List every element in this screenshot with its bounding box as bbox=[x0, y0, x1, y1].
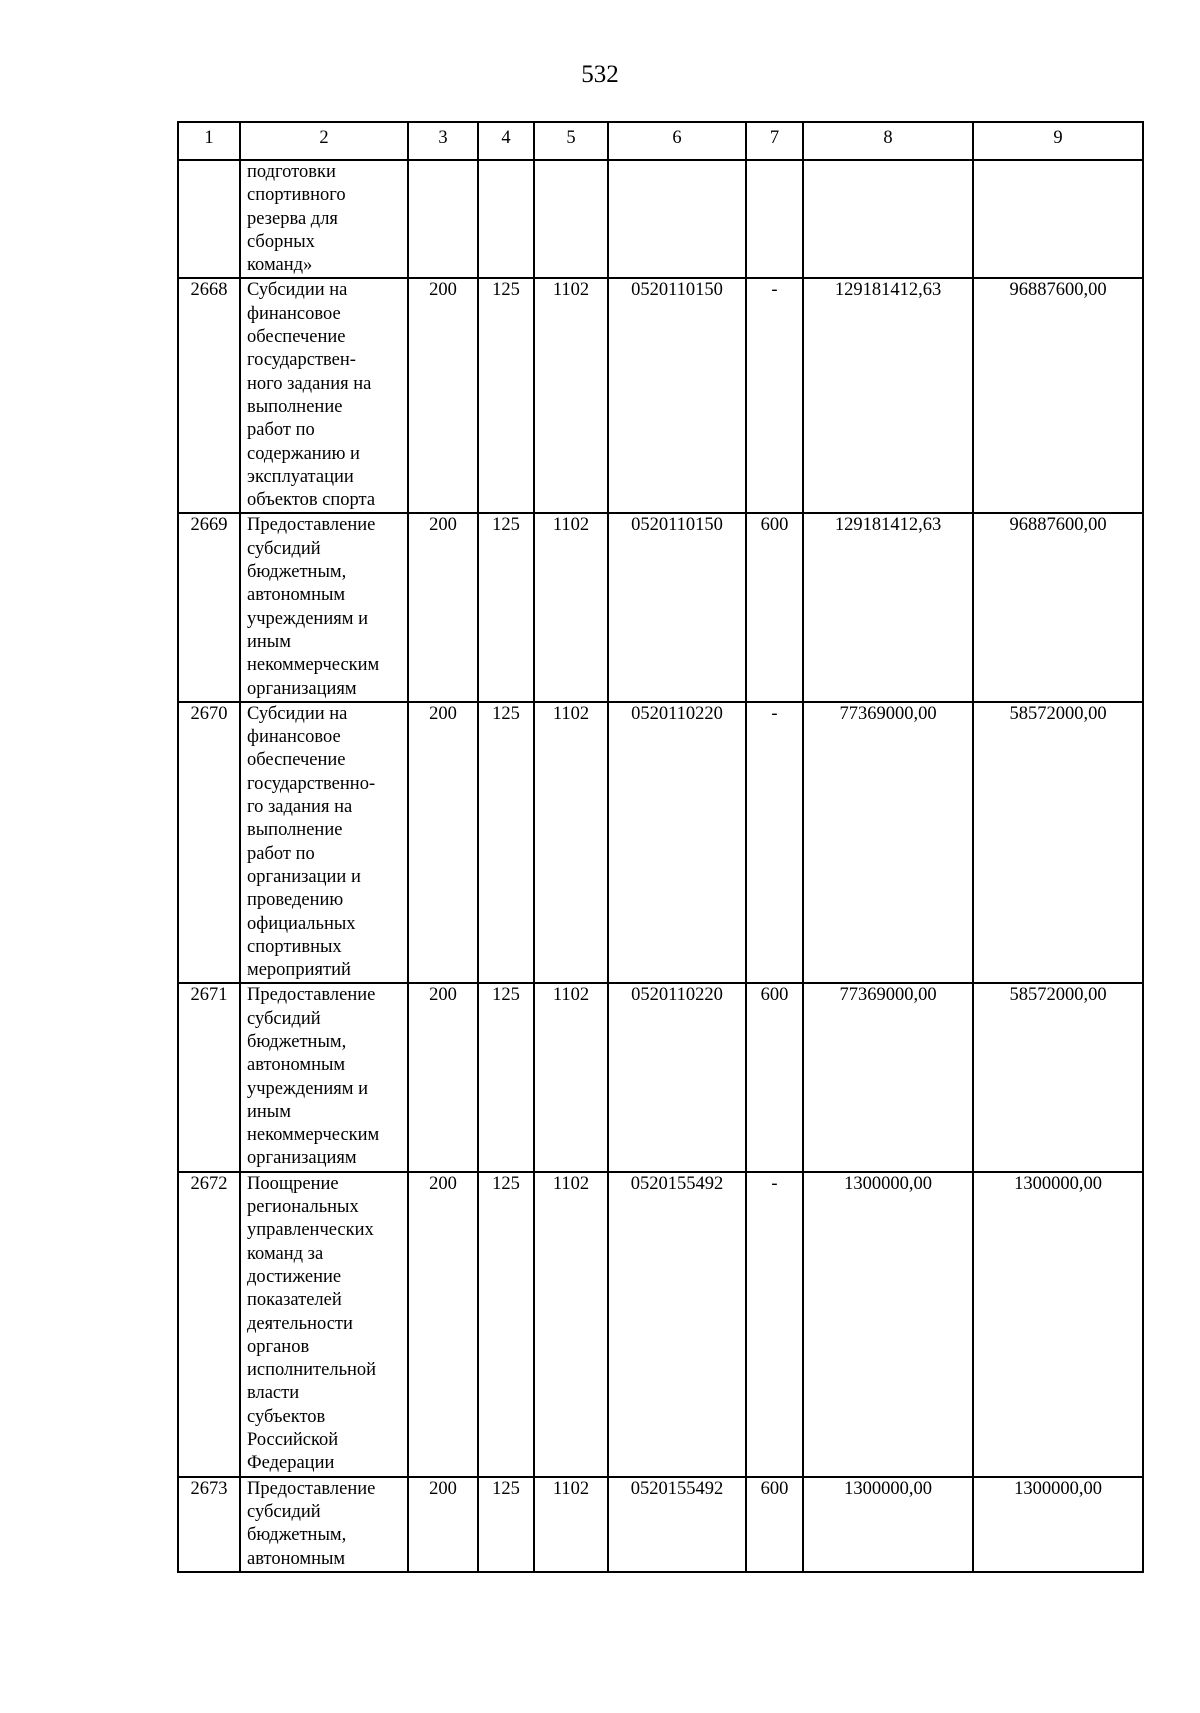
code-3-cell: 200 bbox=[408, 278, 478, 513]
amount-9-cell: 1300000,00 bbox=[973, 1477, 1143, 1572]
code-4-cell: 125 bbox=[478, 1172, 534, 1477]
row-name-cell bbox=[240, 160, 408, 278]
row-name-line: эксплуатации bbox=[247, 466, 354, 487]
row-name-line: финансовое bbox=[247, 303, 341, 324]
row-number-cell: 2673 bbox=[178, 1477, 240, 1572]
row-name-line: бюджетным, bbox=[247, 1525, 347, 1546]
code-3-cell: 200 bbox=[408, 1477, 478, 1572]
amount-8-cell: 129181412,63 bbox=[803, 513, 973, 701]
row-name-line: показателей bbox=[247, 1290, 342, 1311]
code-7-cell bbox=[746, 160, 803, 278]
row-number-cell: 2670 bbox=[178, 702, 240, 984]
row-name-line: команд» bbox=[247, 255, 313, 276]
table-row bbox=[178, 513, 1143, 701]
code-5-cell: 1102 bbox=[534, 278, 608, 513]
row-name-line: Субсидии на bbox=[247, 280, 348, 301]
code-3-cell: 200 bbox=[408, 983, 478, 1171]
row-name-line: власти bbox=[247, 1383, 300, 1404]
row-name-line: выполнение bbox=[247, 396, 343, 417]
code-5-cell: 1102 bbox=[534, 702, 608, 984]
code-7-cell: 600 bbox=[746, 983, 803, 1171]
row-name-line: субъектов bbox=[247, 1406, 326, 1427]
row-name-cell bbox=[240, 983, 408, 1171]
code-7-cell: 600 bbox=[746, 1477, 803, 1572]
amount-9-cell: 1300000,00 bbox=[973, 1172, 1143, 1477]
row-name-line: некоммерческим bbox=[247, 1125, 380, 1146]
code-4-cell: 125 bbox=[478, 983, 534, 1171]
row-name-line: обеспечение bbox=[247, 750, 346, 771]
row-name-line: обеспечение bbox=[247, 327, 346, 348]
amount-8-cell: 129181412,63 bbox=[803, 278, 973, 513]
row-number-cell: 2669 bbox=[178, 513, 240, 701]
row-name-line: проведению bbox=[247, 890, 344, 911]
table-row bbox=[178, 702, 1143, 984]
code-3-cell: 200 bbox=[408, 1172, 478, 1477]
row-name-line: учреждениям и bbox=[247, 608, 368, 629]
row-name-cell bbox=[240, 702, 408, 984]
row-name-line: Российской bbox=[247, 1430, 339, 1451]
column-header: 7 bbox=[746, 122, 803, 160]
code-6-cell bbox=[608, 160, 746, 278]
row-name-line: подготовки bbox=[247, 162, 336, 182]
row-name-line: органов bbox=[247, 1336, 310, 1357]
amount-9-cell: 58572000,00 bbox=[973, 983, 1143, 1171]
code-5-cell: 1102 bbox=[534, 983, 608, 1171]
row-name-line: выполнение bbox=[247, 820, 343, 841]
amount-8-cell: 1300000,00 bbox=[803, 1477, 973, 1572]
row-name-line: иным bbox=[247, 1101, 291, 1122]
row-name-line: го задания на bbox=[247, 797, 353, 818]
row-name-line: автономным bbox=[247, 585, 346, 606]
row-name-line: объектов спорта bbox=[247, 490, 376, 511]
table-row bbox=[178, 1477, 1143, 1572]
column-header: 4 bbox=[478, 122, 534, 160]
row-name-line: содержанию и bbox=[247, 443, 360, 464]
row-name-line: исполнительной bbox=[247, 1360, 377, 1381]
column-header: 8 bbox=[803, 122, 973, 160]
code-7-cell: - bbox=[746, 1172, 803, 1477]
amount-9-cell: 96887600,00 bbox=[973, 278, 1143, 513]
amount-8-cell: 77369000,00 bbox=[803, 983, 973, 1171]
table-row bbox=[178, 278, 1143, 513]
row-name-line: команд за bbox=[247, 1243, 324, 1264]
row-name-line: Предоставление bbox=[247, 985, 376, 1006]
column-header: 3 bbox=[408, 122, 478, 160]
row-name-line: сборных bbox=[247, 231, 315, 252]
code-3-cell: 200 bbox=[408, 702, 478, 984]
header-row bbox=[178, 122, 1143, 160]
row-number-cell bbox=[178, 160, 240, 278]
row-name-line: деятельности bbox=[247, 1313, 353, 1334]
page-number: 532 bbox=[581, 61, 619, 88]
row-name-line: мероприятий bbox=[247, 960, 351, 981]
column-header: 9 bbox=[973, 122, 1143, 160]
column-header: 2 bbox=[240, 122, 408, 160]
row-name-cell bbox=[240, 1172, 408, 1477]
row-name-line: ного задания на bbox=[247, 373, 372, 394]
code-5-cell bbox=[534, 160, 608, 278]
amount-8-cell bbox=[803, 160, 973, 278]
row-name-line: резерва для bbox=[247, 208, 338, 229]
code-7-cell: 600 bbox=[746, 513, 803, 701]
budget-table bbox=[177, 121, 1144, 1573]
row-name-line: государствен- bbox=[247, 350, 356, 371]
row-name-line: Федерации bbox=[247, 1453, 335, 1474]
row-name-line: некоммерческим bbox=[247, 655, 380, 676]
table-row bbox=[178, 983, 1143, 1171]
code-3-cell bbox=[408, 160, 478, 278]
row-name-line: бюджетным, bbox=[247, 1031, 347, 1052]
row-name-line: субсидий bbox=[247, 1008, 321, 1029]
row-number-cell: 2671 bbox=[178, 983, 240, 1171]
row-name-line: спортивных bbox=[247, 936, 342, 957]
amount-9-cell bbox=[973, 160, 1143, 278]
row-name-line: государственно- bbox=[247, 773, 376, 794]
table-body bbox=[178, 160, 1143, 1572]
code-4-cell: 125 bbox=[478, 278, 534, 513]
code-4-cell: 125 bbox=[478, 513, 534, 701]
column-header: 6 bbox=[608, 122, 746, 160]
amount-8-cell: 77369000,00 bbox=[803, 702, 973, 984]
row-name-line: автономным bbox=[247, 1055, 346, 1076]
amount-8-cell: 1300000,00 bbox=[803, 1172, 973, 1477]
code-5-cell: 1102 bbox=[534, 1172, 608, 1477]
code-4-cell bbox=[478, 160, 534, 278]
code-7-cell: - bbox=[746, 278, 803, 513]
row-name-line: финансовое bbox=[247, 727, 341, 748]
row-name-line: достижение bbox=[247, 1266, 342, 1287]
code-4-cell: 125 bbox=[478, 702, 534, 984]
table-row bbox=[178, 160, 1143, 278]
code-4-cell: 125 bbox=[478, 1477, 534, 1572]
row-name-line: Предоставление bbox=[247, 1478, 376, 1499]
row-name-line: спортивного bbox=[247, 185, 346, 206]
code-6-cell: 0520110150 bbox=[608, 278, 746, 513]
row-number-cell: 2668 bbox=[178, 278, 240, 513]
row-name-cell bbox=[240, 1477, 408, 1572]
row-name-line: организациям bbox=[247, 1148, 357, 1169]
row-name-line: Предоставление bbox=[247, 515, 376, 536]
amount-9-cell: 96887600,00 bbox=[973, 513, 1143, 701]
row-number-cell: 2672 bbox=[178, 1172, 240, 1477]
code-6-cell: 0520110220 bbox=[608, 702, 746, 984]
row-name-line: Субсидии на bbox=[247, 703, 348, 724]
row-name-line: организации и bbox=[247, 866, 361, 887]
row-name-line: работ по bbox=[247, 843, 315, 864]
row-name-line: бюджетным, bbox=[247, 562, 347, 583]
code-7-cell: - bbox=[746, 702, 803, 984]
row-name-line: управленческих bbox=[247, 1220, 374, 1241]
code-5-cell: 1102 bbox=[534, 513, 608, 701]
code-3-cell: 200 bbox=[408, 513, 478, 701]
code-6-cell: 0520155492 bbox=[608, 1477, 746, 1572]
row-name-line: иным bbox=[247, 631, 291, 652]
column-header: 1 bbox=[178, 122, 240, 160]
row-name-line: организациям bbox=[247, 678, 357, 699]
row-name-line: региональных bbox=[247, 1197, 359, 1218]
row-name-line: официальных bbox=[247, 913, 356, 934]
amount-9-cell: 58572000,00 bbox=[973, 702, 1143, 984]
table-row bbox=[178, 1172, 1143, 1477]
code-6-cell: 0520110150 bbox=[608, 513, 746, 701]
row-name-cell bbox=[240, 278, 408, 513]
row-name-cell bbox=[240, 513, 408, 701]
row-name-line: работ по bbox=[247, 420, 315, 441]
row-name-line: автономным bbox=[247, 1548, 346, 1569]
row-name-line: Поощрение bbox=[247, 1173, 339, 1194]
row-name-line: субсидий bbox=[247, 538, 321, 559]
code-6-cell: 0520110220 bbox=[608, 983, 746, 1171]
row-name-line: субсидий bbox=[247, 1501, 321, 1522]
code-6-cell: 0520155492 bbox=[608, 1172, 746, 1477]
column-header: 5 bbox=[534, 122, 608, 160]
row-name-line: учреждениям и bbox=[247, 1078, 368, 1099]
code-5-cell: 1102 bbox=[534, 1477, 608, 1572]
